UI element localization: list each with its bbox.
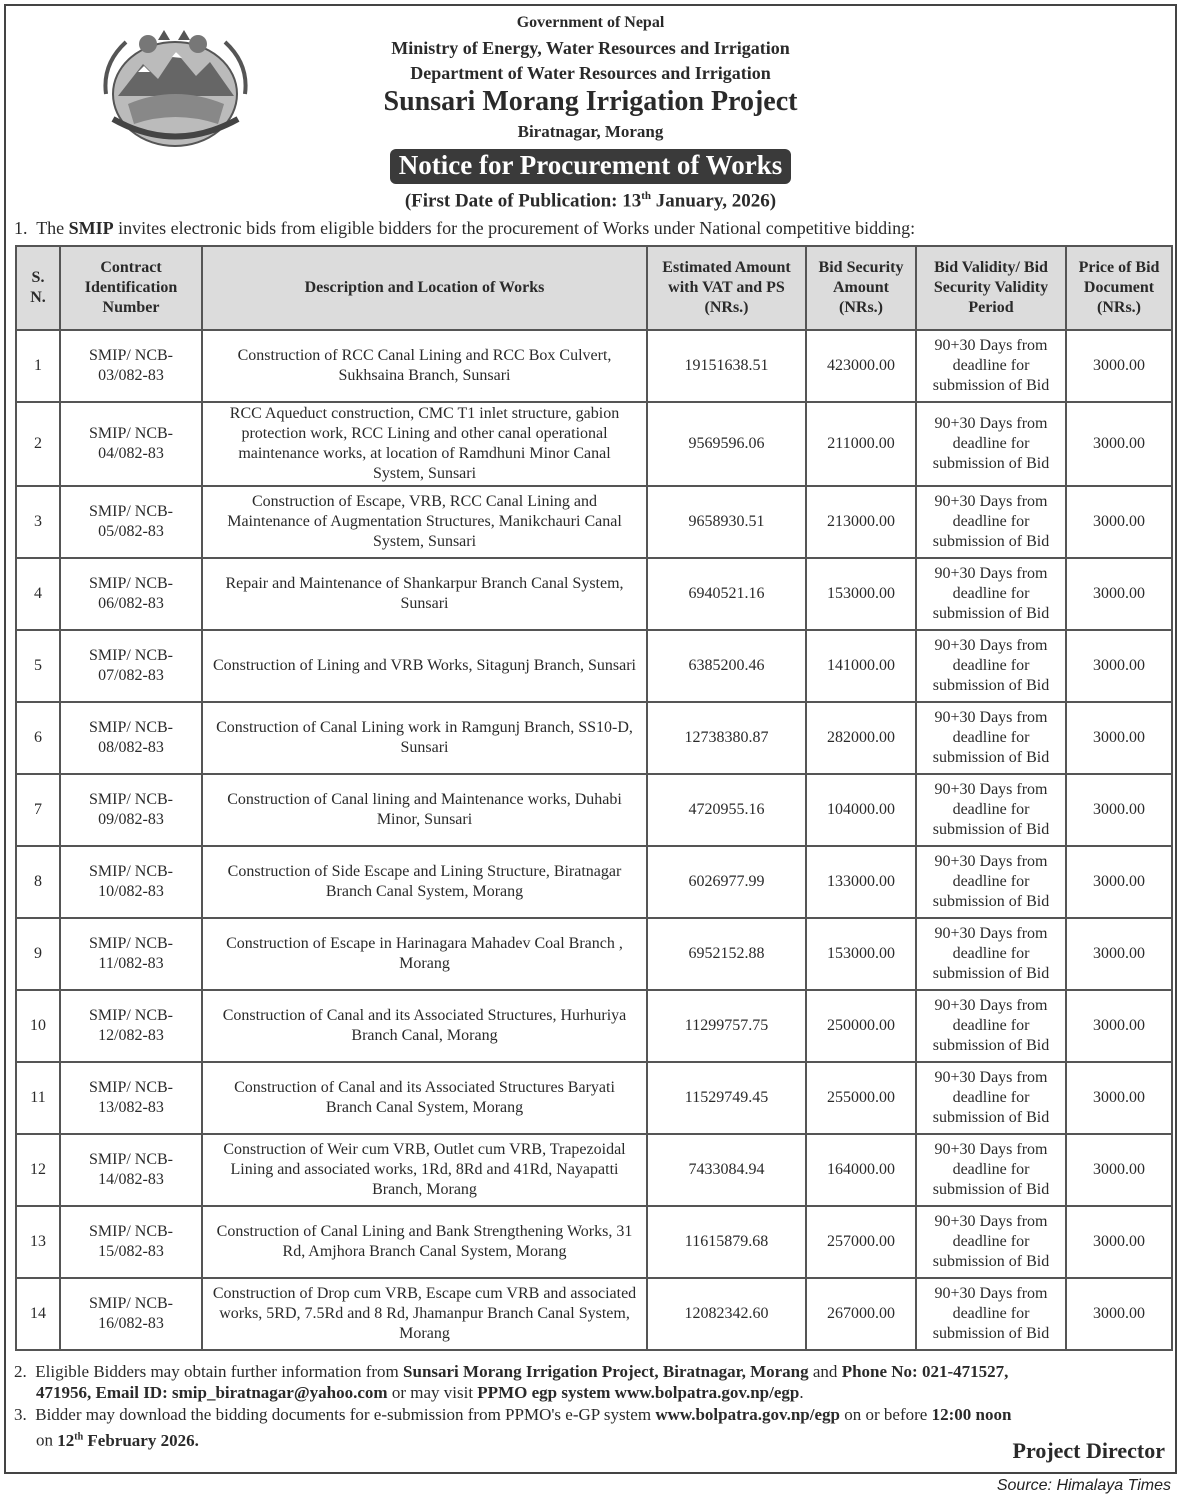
note-2-line-1 <box>14 1361 1008 1382</box>
note-2-text-c: and <box>808 1362 842 1381</box>
cell-validity: 90+30 Days from deadline for submission of Bid <box>916 918 1066 990</box>
cell-price: 3000.00 <box>1066 846 1172 918</box>
cell-security: 423000.00 <box>806 330 916 402</box>
note-3-number: 3. <box>14 1405 27 1424</box>
cell-estimate: 4720955.16 <box>647 774 806 846</box>
cell-sn: 5 <box>16 630 60 702</box>
cell-contract: SMIP/ NCB-13/082-83 <box>60 1062 202 1134</box>
intro-paragraph <box>14 218 915 239</box>
cell-validity: 90+30 Days from deadline for submission of Bid <box>916 630 1066 702</box>
note-2-line-2 <box>36 1382 804 1403</box>
cell-sn: 1 <box>16 330 60 402</box>
cell-description: Construction of Canal and its Associated Structures Baryati Branch Canal System, Morang <box>202 1062 647 1134</box>
cell-contract: SMIP/ NCB-06/082-83 <box>60 558 202 630</box>
intro-number: 1. <box>14 218 28 238</box>
project-location: Biratnagar, Morang <box>517 122 664 141</box>
note-3-month-year: February 2026. <box>83 1430 199 1450</box>
cell-description: Repair and Maintenance of Shankarpur Branch Canal System, Sunsari <box>202 558 647 630</box>
note-3-line-2 <box>36 1426 199 1451</box>
cell-validity: 90+30 Days from deadline for submission of Bid <box>916 846 1066 918</box>
note-3-day-sup: th <box>74 1431 84 1442</box>
cell-validity: 90+30 Days from deadline for submission of Bid <box>916 402 1066 486</box>
cell-validity: 90+30 Days from deadline for submission of Bid <box>916 1206 1066 1278</box>
cell-sn: 14 <box>16 1278 60 1350</box>
cell-price: 3000.00 <box>1066 990 1172 1062</box>
note-3-text-a: Bidder may download the bidding documents for e-submission from PPMO's e-GP system <box>35 1405 656 1424</box>
cell-description: Construction of RCC Canal Lining and RCC Box Culvert, Sukhsaina Branch, Sunsari <box>202 330 647 402</box>
note-2-egp: PPMO egp system www.bolpatra.gov.np/egp <box>477 1383 800 1402</box>
source-credit: Source: Himalaya Times <box>996 1477 1171 1494</box>
cell-validity: 90+30 Days from deadline for submission of Bid <box>916 990 1066 1062</box>
cell-sn: 11 <box>16 1062 60 1134</box>
cell-description: Construction of Canal Lining work in Ramgunj Branch, SS10-D, Sunsari <box>202 702 647 774</box>
cell-estimate: 11529749.45 <box>647 1062 806 1134</box>
intro-pre: The <box>36 218 69 238</box>
note-2-period: . <box>799 1383 804 1402</box>
notice-title: Notice for Procurement of Works <box>390 149 791 184</box>
cell-description: Construction of Canal and its Associated Structures, Hurhuriya Branch Canal, Morang <box>202 990 647 1062</box>
cell-estimate: 11615879.68 <box>647 1206 806 1278</box>
cell-validity: 90+30 Days from deadline for submission of Bid <box>916 558 1066 630</box>
cell-description: Construction of Escape in Harinagara Mahadev Coal Branch , Morang <box>202 918 647 990</box>
col-header-estimate: Estimated Amount with VAT and PS (NRs.) <box>647 246 806 330</box>
cell-security: 141000.00 <box>806 630 916 702</box>
cell-security: 164000.00 <box>806 1134 916 1206</box>
note-3-url: www.bolpatra.gov.np/egp <box>655 1405 840 1424</box>
cell-price: 3000.00 <box>1066 1134 1172 1206</box>
cell-estimate: 19151638.51 <box>647 330 806 402</box>
cell-contract: SMIP/ NCB-04/082-83 <box>60 402 202 486</box>
table-header-row <box>16 246 1172 330</box>
cell-price: 3000.00 <box>1066 558 1172 630</box>
cell-sn: 13 <box>16 1206 60 1278</box>
col-header-validity: Bid Validity/ Bid Security Validity Period <box>916 246 1066 330</box>
cell-contract: SMIP/ NCB-07/082-83 <box>60 630 202 702</box>
cell-estimate: 6026977.99 <box>647 846 806 918</box>
cell-security: 211000.00 <box>806 402 916 486</box>
col-header-price: Price of Bid Document (NRs.) <box>1066 246 1172 330</box>
note-2-text-f: or may visit <box>387 1383 478 1402</box>
cell-sn: 4 <box>16 558 60 630</box>
cell-price: 3000.00 <box>1066 774 1172 846</box>
cell-estimate: 9569596.06 <box>647 402 806 486</box>
table-row <box>16 990 1172 1062</box>
table-row <box>16 630 1172 702</box>
cell-description: Construction of Lining and VRB Works, Sitagunj Branch, Sunsari <box>202 630 647 702</box>
cell-security: 133000.00 <box>806 846 916 918</box>
cell-estimate: 6952152.88 <box>647 918 806 990</box>
cell-estimate: 9658930.51 <box>647 486 806 558</box>
col-header-description: Description and Location of Works <box>202 246 647 330</box>
note-2-number: 2. <box>14 1362 27 1381</box>
cell-estimate: 6940521.16 <box>647 558 806 630</box>
cell-sn: 2 <box>16 402 60 486</box>
note-3-day: 12 <box>57 1430 75 1450</box>
cell-contract: SMIP/ NCB-11/082-83 <box>60 918 202 990</box>
cell-validity: 90+30 Days from deadline for submission of Bid <box>916 1062 1066 1134</box>
cell-security: 250000.00 <box>806 990 916 1062</box>
table-row <box>16 1062 1172 1134</box>
cell-security: 213000.00 <box>806 486 916 558</box>
publication-prefix: (First Date of Publication: 13 <box>404 190 642 212</box>
cell-contract: SMIP/ NCB-08/082-83 <box>60 702 202 774</box>
cell-sn: 9 <box>16 918 60 990</box>
cell-price: 3000.00 <box>1066 630 1172 702</box>
intro-org: SMIP <box>68 218 114 238</box>
table-row <box>16 918 1172 990</box>
cell-sn: 6 <box>16 702 60 774</box>
col-header-sn: S. N. <box>16 246 60 330</box>
cell-price: 3000.00 <box>1066 1206 1172 1278</box>
cell-estimate: 11299757.75 <box>647 990 806 1062</box>
cell-contract: SMIP/ NCB-03/082-83 <box>60 330 202 402</box>
table-row <box>16 1278 1172 1350</box>
publication-sup: th <box>641 190 652 202</box>
cell-security: 282000.00 <box>806 702 916 774</box>
cell-description: RCC Aqueduct construction, CMC T1 inlet structure, gabion protection work, RCC Lining and other canal operational maintenance works, at location of Ramdhuni Minor Canal System, Sunsari <box>202 402 647 486</box>
cell-sn: 3 <box>16 486 60 558</box>
col-header-contract: Contract Identification Number <box>60 246 202 330</box>
cell-price: 3000.00 <box>1066 702 1172 774</box>
cell-validity: 90+30 Days from deadline for submission of Bid <box>916 1278 1066 1350</box>
note-3-time: 12:00 noon <box>931 1405 1012 1424</box>
note-2-email: 471956, Email ID: smip_biratnagar@yahoo.com <box>36 1383 388 1402</box>
cell-price: 3000.00 <box>1066 918 1172 990</box>
publication-date <box>6 190 1175 212</box>
cell-contract: SMIP/ NCB-12/082-83 <box>60 990 202 1062</box>
cell-validity: 90+30 Days from deadline for submission of Bid <box>916 1134 1066 1206</box>
table-row <box>16 702 1172 774</box>
cell-sn: 7 <box>16 774 60 846</box>
cell-security: 257000.00 <box>806 1206 916 1278</box>
table-row <box>16 1134 1172 1206</box>
cell-description: Construction of Drop cum VRB, Escape cum VRB and associated works, 5RD, 7.5Rd and 8 Rd, Jhamanpur Branch Canal System, Morang <box>202 1278 647 1350</box>
table-row <box>16 402 1172 486</box>
cell-price: 3000.00 <box>1066 1278 1172 1350</box>
publication-suffix: January, 2026) <box>651 190 777 212</box>
table-row <box>16 1206 1172 1278</box>
cell-validity: 90+30 Days from deadline for submission of Bid <box>916 330 1066 402</box>
cell-description: Construction of Canal lining and Maintenance works, Duhabi Minor, Sunsari <box>202 774 647 846</box>
cell-price: 3000.00 <box>1066 330 1172 402</box>
government-name: Government of Nepal <box>516 14 665 31</box>
cell-security: 153000.00 <box>806 558 916 630</box>
cell-description: Construction of Canal Lining and Bank Strengthening Works, 31 Rd, Amjhora Branch Canal System, Morang <box>202 1206 647 1278</box>
cell-description: Construction of Escape, VRB, RCC Canal Lining and Maintenance of Augmentation Structures, Manikchauri Canal System, Sunsari <box>202 486 647 558</box>
table-row <box>16 846 1172 918</box>
note-2-project: Sunsari Morang Irrigation Project, Biratnagar, Morang <box>403 1362 809 1381</box>
note-3-date <box>57 1431 199 1450</box>
notice-title-wrap <box>6 149 1175 184</box>
note-3-text-e: on <box>36 1430 58 1450</box>
signature-title: Project Director <box>1012 1438 1165 1463</box>
cell-price: 3000.00 <box>1066 402 1172 486</box>
cell-contract: SMIP/ NCB-15/082-83 <box>60 1206 202 1278</box>
cell-security: 267000.00 <box>806 1278 916 1350</box>
notice-frame <box>4 4 1177 1474</box>
cell-sn: 10 <box>16 990 60 1062</box>
cell-validity: 90+30 Days from deadline for submission of Bid <box>916 702 1066 774</box>
ministry-name: Ministry of Energy, Water Resources and Irrigation <box>391 38 790 58</box>
table-row <box>16 330 1172 402</box>
cell-contract: SMIP/ NCB-05/082-83 <box>60 486 202 558</box>
note-2-text-a: Eligible Bidders may obtain further information from <box>35 1362 404 1381</box>
cell-validity: 90+30 Days from deadline for submission of Bid <box>916 486 1066 558</box>
cell-estimate: 7433084.94 <box>647 1134 806 1206</box>
cell-price: 3000.00 <box>1066 486 1172 558</box>
cell-security: 104000.00 <box>806 774 916 846</box>
cell-estimate: 6385200.46 <box>647 630 806 702</box>
bids-table <box>15 245 1173 1351</box>
cell-contract: SMIP/ NCB-16/082-83 <box>60 1278 202 1350</box>
cell-contract: SMIP/ NCB-14/082-83 <box>60 1134 202 1206</box>
department-name: Department of Water Resources and Irrigation <box>410 63 771 83</box>
cell-description: Construction of Weir cum VRB, Outlet cum VRB, Trapezoidal Lining and associated works, 1Rd, 8Rd and 41Rd, Nayapatti Branch, Morang <box>202 1134 647 1206</box>
col-header-security: Bid Security Amount (NRs.) <box>806 246 916 330</box>
cell-description: Construction of Side Escape and Lining Structure, Biratnagar Branch Canal System, Morang <box>202 846 647 918</box>
cell-validity: 90+30 Days from deadline for submission of Bid <box>916 774 1066 846</box>
cell-security: 153000.00 <box>806 918 916 990</box>
note-2-phone: Phone No: 021-471527, <box>841 1362 1009 1381</box>
cell-sn: 12 <box>16 1134 60 1206</box>
note-3-text-c: on or before <box>840 1405 932 1424</box>
cell-estimate: 12738380.87 <box>647 702 806 774</box>
cell-security: 255000.00 <box>806 1062 916 1134</box>
project-name: Sunsari Morang Irrigation Project <box>383 86 798 117</box>
table-row <box>16 486 1172 558</box>
cell-contract: SMIP/ NCB-10/082-83 <box>60 846 202 918</box>
cell-estimate: 12082342.60 <box>647 1278 806 1350</box>
table-row <box>16 558 1172 630</box>
cell-sn: 8 <box>16 846 60 918</box>
intro-post: invites electronic bids from eligible bidders for the procurement of Works under National competitive bidding: <box>113 218 916 238</box>
note-3-line-1 <box>14 1404 1011 1425</box>
cell-price: 3000.00 <box>1066 1062 1172 1134</box>
cell-contract: SMIP/ NCB-09/082-83 <box>60 774 202 846</box>
table-row <box>16 774 1172 846</box>
